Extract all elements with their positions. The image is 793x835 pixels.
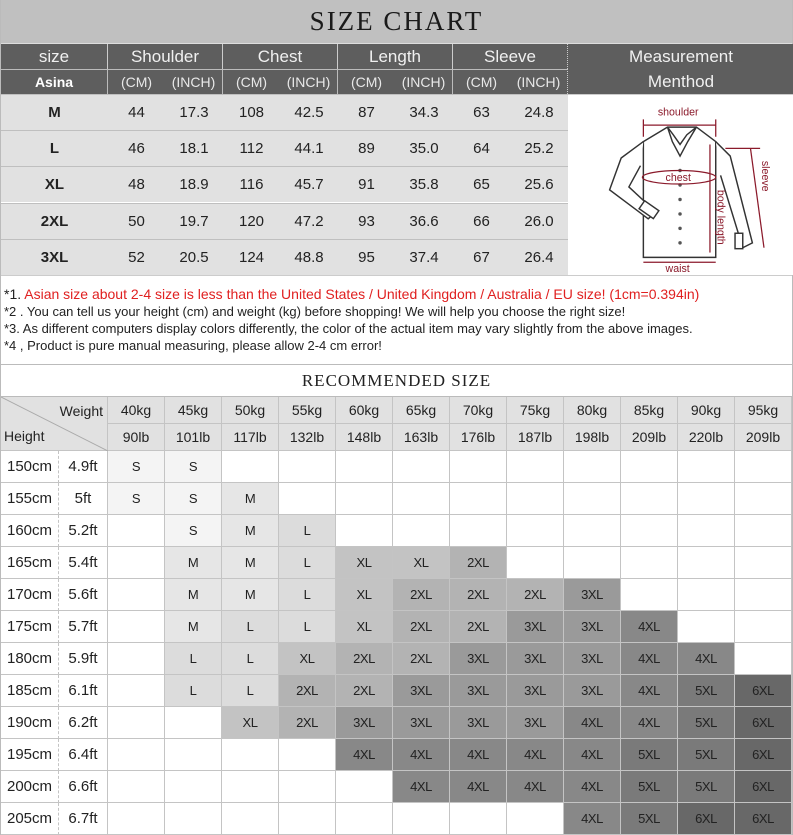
size-cell bbox=[222, 451, 279, 483]
size-value: 34.3 bbox=[395, 94, 453, 130]
size-cell: L bbox=[279, 547, 336, 579]
size-cell: 4XL bbox=[336, 739, 393, 771]
size-cell bbox=[507, 547, 564, 579]
size-cell bbox=[108, 739, 165, 771]
note-1 bbox=[4, 286, 788, 303]
weight-kg-header: 55kg bbox=[279, 397, 336, 424]
size-cell: M bbox=[222, 547, 279, 579]
size-value: 26.4 bbox=[510, 239, 568, 275]
size-cell bbox=[336, 771, 393, 803]
size-cell: 5XL bbox=[678, 675, 735, 707]
size-value: 65 bbox=[453, 166, 510, 202]
header-sleeve: Sleeve bbox=[453, 44, 568, 69]
size-cell bbox=[108, 611, 165, 643]
size-value: 19.7 bbox=[165, 203, 223, 239]
size-cell: 3XL bbox=[507, 675, 564, 707]
height-cm: 180cm bbox=[1, 643, 59, 675]
size-cell bbox=[108, 515, 165, 547]
weight-lb-header: 220lb bbox=[678, 424, 735, 451]
weight-label: Weight bbox=[59, 403, 103, 419]
size-cell bbox=[279, 451, 336, 483]
size-value: 48 bbox=[108, 166, 165, 202]
height-ft: 5.4ft bbox=[59, 547, 108, 579]
size-cell bbox=[621, 451, 678, 483]
header-shoulder: Shoulder bbox=[108, 44, 223, 69]
height-cm: 175cm bbox=[1, 611, 59, 643]
weight-lb-header: 209lb bbox=[621, 424, 678, 451]
diagram-label-body-length: body length bbox=[714, 189, 727, 245]
size-cell: 4XL bbox=[564, 707, 621, 739]
size-cell: 4XL bbox=[621, 611, 678, 643]
size-cell: M bbox=[222, 579, 279, 611]
size-cell bbox=[678, 547, 735, 579]
size-cell: 4XL bbox=[564, 739, 621, 771]
weight-lb-header: 101lb bbox=[165, 424, 222, 451]
size-cell: 6XL bbox=[678, 803, 735, 835]
size-value: 95 bbox=[338, 239, 395, 275]
size-cell bbox=[678, 451, 735, 483]
size-cell bbox=[507, 483, 564, 515]
weight-lb-header: 90lb bbox=[108, 424, 165, 451]
size-cell: 3XL bbox=[564, 611, 621, 643]
size-cell bbox=[279, 771, 336, 803]
weight-lb-header: 187lb bbox=[507, 424, 564, 451]
size-cell: 2XL bbox=[450, 547, 507, 579]
weight-kg-header: 75kg bbox=[507, 397, 564, 424]
height-ft: 5.2ft bbox=[59, 515, 108, 547]
weight-kg-header: 65kg bbox=[393, 397, 450, 424]
size-value: 18.9 bbox=[165, 166, 223, 202]
size-value: 46 bbox=[108, 130, 165, 166]
size-value: 67 bbox=[453, 239, 510, 275]
size-cell bbox=[564, 483, 621, 515]
height-ft: 4.9ft bbox=[59, 451, 108, 483]
weight-kg-header: 95kg bbox=[735, 397, 792, 424]
page-title: SIZE CHART bbox=[1, 0, 792, 44]
size-cell: 2XL bbox=[336, 643, 393, 675]
size-cell: M bbox=[165, 611, 222, 643]
size-value: 44 bbox=[108, 94, 165, 130]
size-cell bbox=[507, 515, 564, 547]
size-value: 47.2 bbox=[280, 203, 338, 239]
size-cell: 2XL bbox=[507, 579, 564, 611]
weight-kg-header: 60kg bbox=[336, 397, 393, 424]
size-cell bbox=[735, 547, 792, 579]
header-unit-inch: (INCH) bbox=[395, 69, 453, 94]
size-cell bbox=[222, 771, 279, 803]
size-cell bbox=[735, 643, 792, 675]
size-cell bbox=[450, 451, 507, 483]
size-cell: L bbox=[165, 675, 222, 707]
height-ft: 6.2ft bbox=[59, 707, 108, 739]
weight-lb-header: 148lb bbox=[336, 424, 393, 451]
size-cell bbox=[336, 483, 393, 515]
height-cm: 165cm bbox=[1, 547, 59, 579]
size-cell: 3XL bbox=[564, 643, 621, 675]
size-cell: 5XL bbox=[621, 803, 678, 835]
size-cell: 2XL bbox=[393, 611, 450, 643]
size-cell: 4XL bbox=[621, 643, 678, 675]
size-cell: S bbox=[165, 483, 222, 515]
size-value: 44.1 bbox=[280, 130, 338, 166]
size-cell bbox=[735, 579, 792, 611]
header-measurement: Measurement bbox=[568, 44, 793, 69]
weight-lb-header: 198lb bbox=[564, 424, 621, 451]
size-cell bbox=[336, 515, 393, 547]
weight-lb-header: 132lb bbox=[279, 424, 336, 451]
size-cell bbox=[222, 803, 279, 835]
size-cell: 2XL bbox=[450, 579, 507, 611]
size-cell bbox=[108, 547, 165, 579]
size-value: 64 bbox=[453, 130, 510, 166]
size-cell bbox=[678, 579, 735, 611]
header-unit-inch: (INCH) bbox=[165, 69, 223, 94]
size-cell: 4XL bbox=[450, 739, 507, 771]
size-cell: 2XL bbox=[279, 675, 336, 707]
size-cell: 3XL bbox=[507, 611, 564, 643]
size-value: 25.2 bbox=[510, 130, 568, 166]
size-cell bbox=[735, 451, 792, 483]
size-value: 20.5 bbox=[165, 239, 223, 275]
size-cell: 4XL bbox=[621, 707, 678, 739]
size-cell: 4XL bbox=[507, 771, 564, 803]
size-value: 66 bbox=[453, 203, 510, 239]
weight-kg-header: 80kg bbox=[564, 397, 621, 424]
size-value: 124 bbox=[223, 239, 280, 275]
size-cell bbox=[108, 643, 165, 675]
size-cell: L bbox=[165, 643, 222, 675]
weight-kg-header: 85kg bbox=[621, 397, 678, 424]
height-cm: 195cm bbox=[1, 739, 59, 771]
height-cm: 205cm bbox=[1, 803, 59, 835]
height-cm: 200cm bbox=[1, 771, 59, 803]
weight-kg-header: 45kg bbox=[165, 397, 222, 424]
size-cell: XL bbox=[222, 707, 279, 739]
size-cell bbox=[393, 803, 450, 835]
note-3: *3. As different computers display colors differently, the color of the actual item may vary slightly from the above images. bbox=[4, 321, 693, 336]
size-cell: 5XL bbox=[621, 771, 678, 803]
size-cell: S bbox=[165, 515, 222, 547]
size-cell: 3XL bbox=[393, 707, 450, 739]
notes-section bbox=[1, 275, 792, 365]
size-value: 108 bbox=[223, 94, 280, 130]
diagram-label-chest: chest bbox=[665, 172, 691, 185]
size-cell: S bbox=[108, 483, 165, 515]
size-cell: L bbox=[279, 579, 336, 611]
size-value: 112 bbox=[223, 130, 280, 166]
size-cell: 5XL bbox=[678, 771, 735, 803]
size-cell bbox=[564, 515, 621, 547]
size-value: 42.5 bbox=[280, 94, 338, 130]
size-cell bbox=[735, 483, 792, 515]
size-cell bbox=[621, 579, 678, 611]
size-cell: 3XL bbox=[564, 675, 621, 707]
size-value: 37.4 bbox=[395, 239, 453, 275]
size-value: 35.8 bbox=[395, 166, 453, 202]
size-cell bbox=[678, 611, 735, 643]
size-cell bbox=[108, 707, 165, 739]
size-cell bbox=[222, 739, 279, 771]
size-cell: L bbox=[222, 675, 279, 707]
size-value: 26.0 bbox=[510, 203, 568, 239]
size-cell: L bbox=[222, 611, 279, 643]
diagram-label-waist: waist bbox=[665, 262, 690, 275]
size-cell: 2XL bbox=[393, 643, 450, 675]
size-cell bbox=[393, 451, 450, 483]
size-cell bbox=[165, 771, 222, 803]
size-cell bbox=[393, 515, 450, 547]
size-cell bbox=[108, 675, 165, 707]
weight-kg-header: 50kg bbox=[222, 397, 279, 424]
size-cell: XL bbox=[336, 611, 393, 643]
size-value: 35.0 bbox=[395, 130, 453, 166]
size-cell: 4XL bbox=[393, 771, 450, 803]
size-chart-table bbox=[1, 44, 792, 275]
size-cell bbox=[735, 611, 792, 643]
header-length: Length bbox=[338, 44, 453, 69]
height-cm: 150cm bbox=[1, 451, 59, 483]
size-cell bbox=[450, 483, 507, 515]
size-cell bbox=[108, 771, 165, 803]
size-cell bbox=[279, 483, 336, 515]
weight-kg-header: 40kg bbox=[108, 397, 165, 424]
size-cell: 2XL bbox=[393, 579, 450, 611]
size-cell bbox=[165, 739, 222, 771]
size-cell bbox=[621, 515, 678, 547]
height-ft: 6.6ft bbox=[59, 771, 108, 803]
height-cm: 190cm bbox=[1, 707, 59, 739]
size-label: 3XL bbox=[1, 239, 108, 275]
size-cell: XL bbox=[279, 643, 336, 675]
recommended-size-table bbox=[1, 397, 792, 835]
size-cell bbox=[165, 707, 222, 739]
size-cell: XL bbox=[393, 547, 450, 579]
height-ft: 6.4ft bbox=[59, 739, 108, 771]
note-4: *4 , Product is pure manual measuring, please allow 2-4 cm error! bbox=[4, 338, 382, 353]
size-cell: S bbox=[165, 451, 222, 483]
size-label: L bbox=[1, 130, 108, 166]
recommended-title: RECOMMENDED SIZE bbox=[1, 365, 792, 397]
size-cell: L bbox=[279, 611, 336, 643]
weight-kg-header: 70kg bbox=[450, 397, 507, 424]
size-label: 2XL bbox=[1, 203, 108, 239]
header-chest: Chest bbox=[223, 44, 338, 69]
size-cell: 5XL bbox=[678, 707, 735, 739]
header-method: Menthod bbox=[568, 69, 793, 94]
size-cell: 6XL bbox=[735, 803, 792, 835]
shirt-diagram-icon bbox=[571, 95, 791, 275]
header-unit-inch: (INCH) bbox=[510, 69, 568, 94]
size-cell: 4XL bbox=[678, 643, 735, 675]
height-ft: 5.7ft bbox=[59, 611, 108, 643]
header-asina: Asina bbox=[1, 69, 108, 94]
size-cell bbox=[735, 515, 792, 547]
size-cell: L bbox=[279, 515, 336, 547]
size-cell bbox=[108, 579, 165, 611]
size-value: 116 bbox=[223, 166, 280, 202]
size-cell: 5XL bbox=[678, 739, 735, 771]
height-cm: 170cm bbox=[1, 579, 59, 611]
size-cell bbox=[564, 547, 621, 579]
size-cell: 2XL bbox=[279, 707, 336, 739]
size-value: 25.6 bbox=[510, 166, 568, 202]
note-2: *2 . You can tell us your height (cm) and weight (kg) before shopping! We will help you choose the right size! bbox=[4, 304, 626, 319]
size-cell: 6XL bbox=[735, 707, 792, 739]
size-cell: 4XL bbox=[393, 739, 450, 771]
size-cell: XL bbox=[336, 579, 393, 611]
size-cell: 3XL bbox=[450, 707, 507, 739]
size-cell bbox=[564, 451, 621, 483]
size-value: 17.3 bbox=[165, 94, 223, 130]
diagram-label-shoulder: shoulder bbox=[657, 106, 699, 119]
weight-lb-header: 209lb bbox=[735, 424, 792, 451]
weight-kg-header: 90kg bbox=[678, 397, 735, 424]
note-1-text: Asian size about 2-4 size is less than the United States / United Kingdom / Australia / EU size! (1cm=0.394in) bbox=[24, 286, 700, 302]
size-cell: M bbox=[222, 483, 279, 515]
size-cell bbox=[108, 803, 165, 835]
size-cell: 4XL bbox=[564, 771, 621, 803]
height-cm: 155cm bbox=[1, 483, 59, 515]
size-cell: 3XL bbox=[393, 675, 450, 707]
size-cell: 4XL bbox=[450, 771, 507, 803]
size-cell: S bbox=[108, 451, 165, 483]
note-1-prefix: *1. bbox=[4, 286, 25, 302]
size-cell: 3XL bbox=[450, 643, 507, 675]
size-cell bbox=[165, 803, 222, 835]
weight-lb-header: 176lb bbox=[450, 424, 507, 451]
size-cell bbox=[279, 803, 336, 835]
size-cell: 5XL bbox=[621, 739, 678, 771]
size-cell: 4XL bbox=[621, 675, 678, 707]
size-cell: 3XL bbox=[507, 707, 564, 739]
size-cell: L bbox=[222, 643, 279, 675]
size-value: 89 bbox=[338, 130, 395, 166]
size-cell: M bbox=[222, 515, 279, 547]
size-cell: 3XL bbox=[450, 675, 507, 707]
header-unit-cm: (CM) bbox=[223, 69, 280, 94]
size-cell bbox=[450, 803, 507, 835]
measurement-diagram bbox=[568, 94, 793, 275]
size-value: 52 bbox=[108, 239, 165, 275]
size-cell: 4XL bbox=[564, 803, 621, 835]
size-cell: 3XL bbox=[336, 707, 393, 739]
size-cell: 3XL bbox=[507, 643, 564, 675]
size-cell bbox=[336, 451, 393, 483]
size-cell bbox=[450, 515, 507, 547]
diagram-label-sleeve: sleeve bbox=[759, 160, 772, 192]
header-size: size bbox=[1, 44, 108, 69]
size-cell bbox=[678, 483, 735, 515]
size-cell: M bbox=[165, 547, 222, 579]
size-cell: 4XL bbox=[507, 739, 564, 771]
size-cell bbox=[621, 547, 678, 579]
height-cm: 185cm bbox=[1, 675, 59, 707]
size-value: 18.1 bbox=[165, 130, 223, 166]
size-value: 120 bbox=[223, 203, 280, 239]
size-value: 24.8 bbox=[510, 94, 568, 130]
size-cell: 6XL bbox=[735, 771, 792, 803]
header-unit-cm: (CM) bbox=[338, 69, 395, 94]
size-cell: 2XL bbox=[336, 675, 393, 707]
size-cell: 3XL bbox=[564, 579, 621, 611]
size-cell bbox=[507, 803, 564, 835]
size-value: 63 bbox=[453, 94, 510, 130]
weight-lb-header: 117lb bbox=[222, 424, 279, 451]
size-value: 50 bbox=[108, 203, 165, 239]
corner-header bbox=[1, 397, 108, 451]
size-value: 36.6 bbox=[395, 203, 453, 239]
size-cell: 2XL bbox=[450, 611, 507, 643]
height-ft: 6.7ft bbox=[59, 803, 108, 835]
size-cell bbox=[336, 803, 393, 835]
size-cell: XL bbox=[336, 547, 393, 579]
size-value: 87 bbox=[338, 94, 395, 130]
size-value: 91 bbox=[338, 166, 395, 202]
size-value: 45.7 bbox=[280, 166, 338, 202]
size-cell bbox=[621, 483, 678, 515]
header-unit-cm: (CM) bbox=[108, 69, 165, 94]
height-cm: 160cm bbox=[1, 515, 59, 547]
header-unit-inch: (INCH) bbox=[280, 69, 338, 94]
size-cell bbox=[393, 483, 450, 515]
height-ft: 6.1ft bbox=[59, 675, 108, 707]
height-label: Height bbox=[4, 428, 45, 444]
size-cell: M bbox=[165, 579, 222, 611]
size-value: 48.8 bbox=[280, 239, 338, 275]
size-cell bbox=[678, 515, 735, 547]
height-ft: 5ft bbox=[59, 483, 108, 515]
size-cell: 6XL bbox=[735, 739, 792, 771]
size-value: 93 bbox=[338, 203, 395, 239]
size-label: XL bbox=[1, 166, 108, 202]
height-ft: 5.9ft bbox=[59, 643, 108, 675]
size-cell bbox=[507, 451, 564, 483]
height-ft: 5.6ft bbox=[59, 579, 108, 611]
size-cell: 6XL bbox=[735, 675, 792, 707]
size-label: M bbox=[1, 94, 108, 130]
header-unit-cm: (CM) bbox=[453, 69, 510, 94]
size-cell bbox=[279, 739, 336, 771]
weight-lb-header: 163lb bbox=[393, 424, 450, 451]
